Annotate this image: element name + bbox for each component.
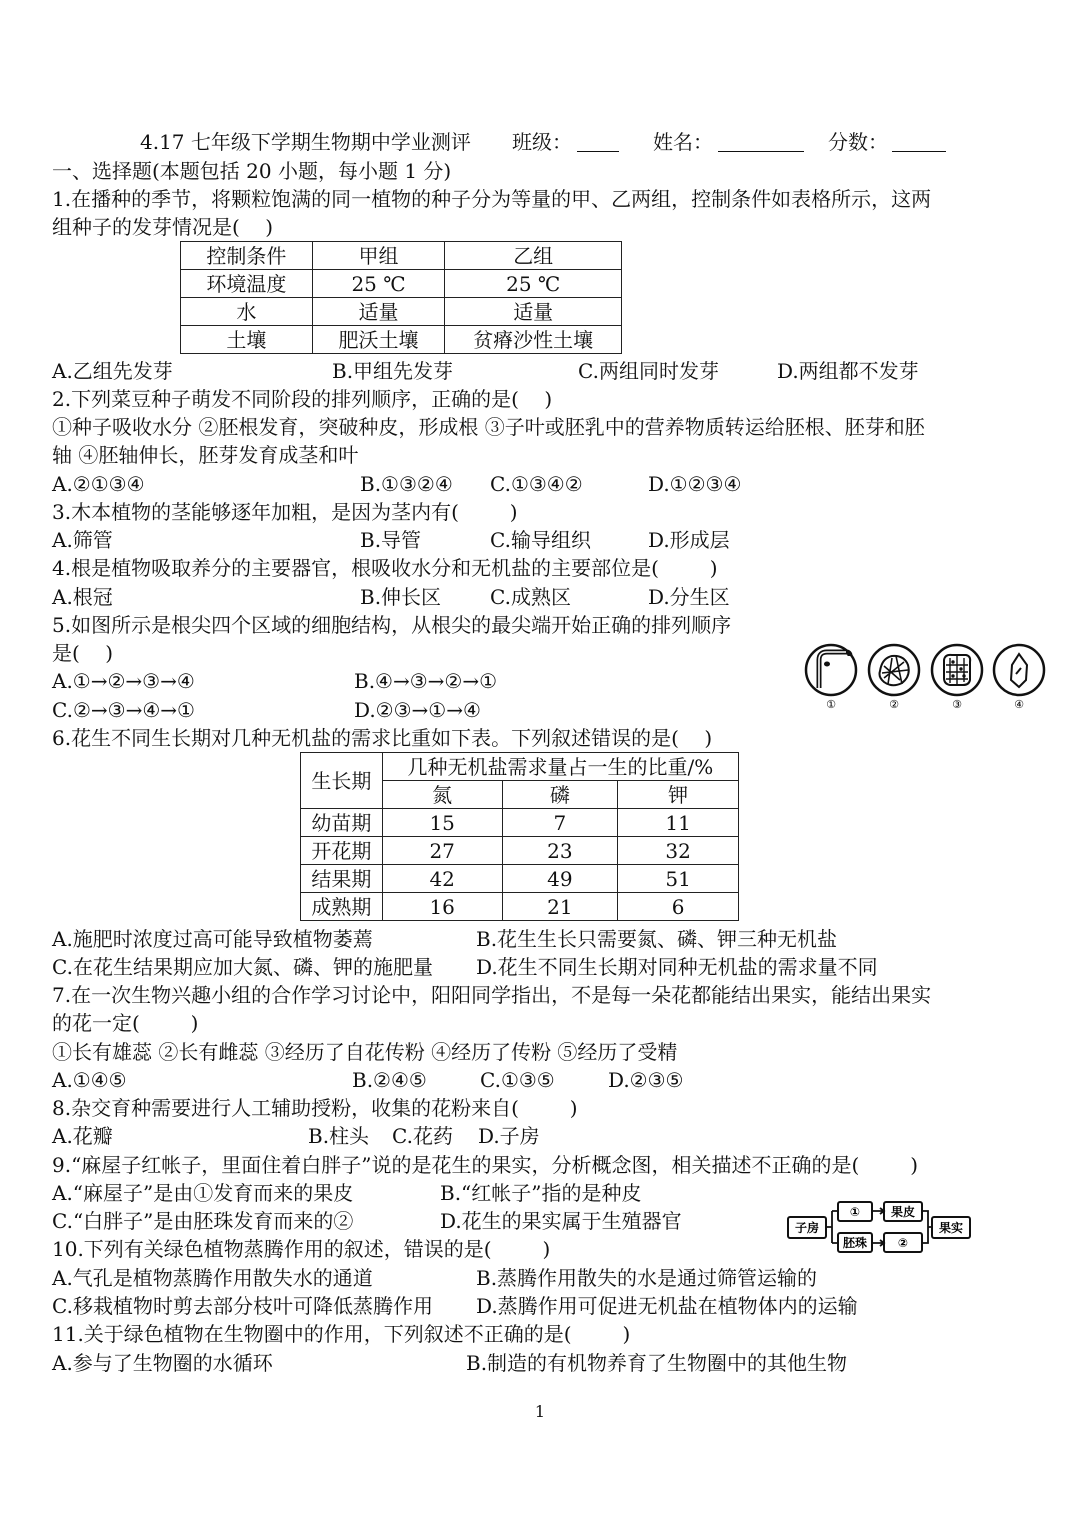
map-connector: [922, 1211, 932, 1243]
table-cell: 贫瘠沙性土壤: [445, 326, 622, 354]
map-node-pericarp: 果皮: [890, 1205, 916, 1219]
map-node-1: ①: [849, 1205, 861, 1219]
q6-option-b: B.花生生长只需要氮、磷、钾三种无机盐: [476, 927, 838, 951]
map-connector: [826, 1211, 838, 1243]
q4-option-d: D.分生区: [648, 585, 730, 609]
q10-option-d: D.蒸腾作用可促进无机盐在植物体内的运输: [476, 1294, 858, 1318]
table-cell: 幼苗期: [301, 809, 383, 837]
table-row: [301, 809, 739, 837]
table-cell: 磷: [502, 781, 618, 809]
table-row: [301, 837, 739, 865]
name-blank[interactable]: [718, 151, 804, 152]
figure-label: ④: [1014, 698, 1024, 711]
map-node-fruit: 果实: [938, 1221, 964, 1235]
table-cell: 钾: [618, 781, 739, 809]
q2-statements-line1: ①种子吸收水分 ②胚根发育，突破种皮，形成根 ③子叶或胚乳中的营养物质转运给胚根、胚芽和胚: [52, 415, 925, 439]
q7-option-d: D.②③⑤: [608, 1068, 684, 1092]
score-label: 分数：: [828, 130, 888, 154]
cell-cluster-icon: [869, 645, 919, 695]
map-arrow: [872, 1208, 884, 1246]
root-tip-cells-figure: [800, 638, 1050, 714]
table-cell: 生长期: [301, 753, 383, 809]
q9-option-a: A.“麻屋子”是由①发育而来的果皮: [52, 1181, 354, 1205]
q3-option-b: B.导管: [360, 528, 422, 552]
table-cell: 7: [502, 809, 618, 837]
table-cell: 23: [502, 837, 618, 865]
table-cell: 42: [382, 865, 502, 893]
meristem-cells-icon: [932, 645, 982, 695]
table-cell: 肥沃土壤: [312, 326, 445, 354]
table-cell: 15: [382, 809, 502, 837]
q3-option-a: A.筛管: [52, 528, 113, 552]
table-cell: 适量: [312, 298, 445, 326]
class-blank[interactable]: [577, 151, 619, 152]
q1-stem-line2: 组种子的发芽情况是( ): [52, 215, 274, 239]
q5-stem-line1: 5.如图所示是根尖四个区域的细胞结构，从根尖的最尖端开始正确的排列顺序: [52, 613, 732, 637]
table-cell: 环境温度: [181, 270, 313, 298]
q10-option-c: C.移栽植物时剪去部分枝叶可降低蒸腾作用: [52, 1294, 433, 1318]
q1-option-c: C.两组同时发芽: [578, 359, 719, 383]
q7-stem-line1: 7.在一次生物兴趣小组的合作学习讨论中，阳阳同学指出，不是每一朵花都能结出果实，能结出果实: [52, 983, 932, 1007]
score-blank[interactable]: [892, 151, 946, 152]
root-hair-cell-icon: [806, 645, 856, 695]
q1-option-d: D.两组都不发芽: [777, 359, 919, 383]
q4-option-a: A.根冠: [52, 585, 113, 609]
page-number: 1: [534, 1402, 546, 1421]
figure-label: ③: [952, 698, 962, 711]
q10-option-b: B.蒸腾作用散失的水是通过筛管运输的: [476, 1266, 818, 1290]
table-cell: 控制条件: [181, 242, 313, 270]
q9-stem: 9.“麻屋子红帐子，里面住着白胖子”说的是花生的果实，分析概念图，相关描述不正确的是( ): [52, 1153, 918, 1177]
table-cell: 11: [618, 809, 739, 837]
q9-option-b: B.“红帐子”指的是种皮: [440, 1181, 642, 1205]
table-cell: 甲组: [312, 242, 445, 270]
q2-option-c: C.①③④②: [490, 472, 583, 496]
q1-stem-line1: 1.在播种的季节，将颗粒饱满的同一植物的种子分为等量的甲、乙两组，控制条件如表格所示，这两: [52, 187, 932, 211]
q6-option-a: A.施肥时浓度过高可能导致植物萎蔫: [52, 927, 373, 951]
exam-title: 4.17 七年级下学期生物期中学业测评: [140, 130, 471, 154]
q2-statements-line2: 轴 ④胚轴伸长，胚芽发育成茎和叶: [52, 443, 359, 467]
table-row: [181, 326, 622, 354]
table-cell: 6: [618, 893, 739, 921]
q8-option-c: C.花药: [392, 1124, 453, 1148]
q7-statements: ①长有雄蕊 ②长有雌蕊 ③经历了自花传粉 ④经历了传粉 ⑤经历了受精: [52, 1040, 678, 1064]
map-node-2: ②: [897, 1236, 909, 1250]
q4-option-b: B.伸长区: [360, 585, 442, 609]
section-heading: 一、选择题(本题包括 20 小题，每小题 1 分): [52, 159, 452, 183]
name-label: 姓名：: [653, 130, 713, 154]
table-cell: 水: [181, 298, 313, 326]
q8-option-d: D.子房: [478, 1124, 540, 1148]
table-cell: 49: [502, 865, 618, 893]
peanut-concept-map: [786, 1200, 972, 1258]
q11-stem: 11.关于绿色植物在生物圈中的作用，下列叙述不正确的是( ): [52, 1322, 631, 1346]
table-row: [181, 242, 622, 270]
q9-option-d: D.花生的果实属于生殖器官: [440, 1209, 682, 1233]
table-cell: 成熟期: [301, 893, 383, 921]
table-row: [301, 893, 739, 921]
q5-option-c: C.②→③→④→①: [52, 698, 195, 722]
q7-option-b: B.②④⑤: [352, 1068, 427, 1092]
figure-label: ②: [889, 698, 899, 711]
q2-option-a: A.②①③④: [52, 472, 145, 496]
table-row: [301, 865, 739, 893]
q5-option-a: A.①→②→③→④: [52, 669, 195, 693]
q5-option-b: B.④→③→②→①: [354, 669, 498, 693]
q1-option-b: B.甲组先发芽: [332, 359, 454, 383]
table-cell: 土壤: [181, 326, 313, 354]
q8-option-a: A.花瓣: [52, 1124, 113, 1148]
q2-stem: 2.下列菜豆种子萌发不同阶段的排列顺序，正确的是( ): [52, 387, 553, 411]
q3-option-d: D.形成层: [648, 528, 730, 552]
q7-option-a: A.①④⑤: [52, 1068, 127, 1092]
q7-option-c: C.①③⑤: [480, 1068, 555, 1092]
table-cell: 结果期: [301, 865, 383, 893]
table-cell: 25 ℃: [445, 270, 622, 298]
q11-option-a: A.参与了生物圈的水循环: [52, 1351, 273, 1375]
table-cell: 16: [382, 893, 502, 921]
q6-mineral-table: [300, 752, 739, 921]
q8-option-b: B.柱头: [308, 1124, 370, 1148]
q7-stem-line2: 的花一定( ): [52, 1011, 199, 1035]
map-node-ovary: 子房: [794, 1221, 820, 1235]
table-cell: 乙组: [445, 242, 622, 270]
q3-option-c: C.输导组织: [490, 528, 591, 552]
q1-conditions-table: [180, 241, 622, 354]
q4-stem: 4.根是植物吸取养分的主要器官，根吸收水分和无机盐的主要部位是( ): [52, 556, 718, 580]
table-row: [181, 270, 622, 298]
class-label: 班级：: [512, 130, 572, 154]
q1-option-a: A.乙组先发芽: [52, 359, 173, 383]
q6-stem: 6.花生不同生长期对几种无机盐的需求比重如下表。下列叙述错误的是( ): [52, 726, 713, 750]
q3-stem: 3.木本植物的茎能够逐年加粗，是因为茎内有( ): [52, 500, 518, 524]
table-cell: 21: [502, 893, 618, 921]
table-cell: 氮: [382, 781, 502, 809]
table-cell: 开花期: [301, 837, 383, 865]
figure-label: ①: [826, 698, 836, 711]
q6-option-c: C.在花生结果期应加大氮、磷、钾的施肥量: [52, 955, 433, 979]
q6-option-d: D.花生不同生长期对同种无机盐的需求量不同: [476, 955, 878, 979]
q2-option-b: B.①③②④: [360, 472, 453, 496]
q8-stem: 8.杂交育种需要进行人工辅助授粉，收集的花粉来自( ): [52, 1096, 578, 1120]
q10-option-a: A.气孔是植物蒸腾作用散失水的通道: [52, 1266, 373, 1290]
table-cell: 几种无机盐需求量占一生的比重/%: [382, 753, 738, 781]
table-cell: 32: [618, 837, 739, 865]
q10-stem: 10.下列有关绿色植物蒸腾作用的叙述，错误的是( ): [52, 1237, 551, 1261]
table-cell: 适量: [445, 298, 622, 326]
q5-option-d: D.②③→①→④: [354, 698, 481, 722]
q2-option-d: D.①②③④: [648, 472, 742, 496]
q9-option-c: C.“白胖子”是由胚珠发育而来的②: [52, 1209, 354, 1233]
q11-option-b: B.制造的有机物养育了生物圈中的其他生物: [466, 1351, 848, 1375]
table-cell: 27: [382, 837, 502, 865]
q5-stem-line2: 是( ): [52, 641, 114, 665]
table-cell: 51: [618, 865, 739, 893]
table-row: [181, 298, 622, 326]
elongated-cell-icon: [994, 645, 1044, 695]
table-row: [301, 753, 739, 781]
q4-option-c: C.成熟区: [490, 585, 571, 609]
table-cell: 25 ℃: [312, 270, 445, 298]
map-node-ovule: 胚珠: [842, 1236, 868, 1250]
